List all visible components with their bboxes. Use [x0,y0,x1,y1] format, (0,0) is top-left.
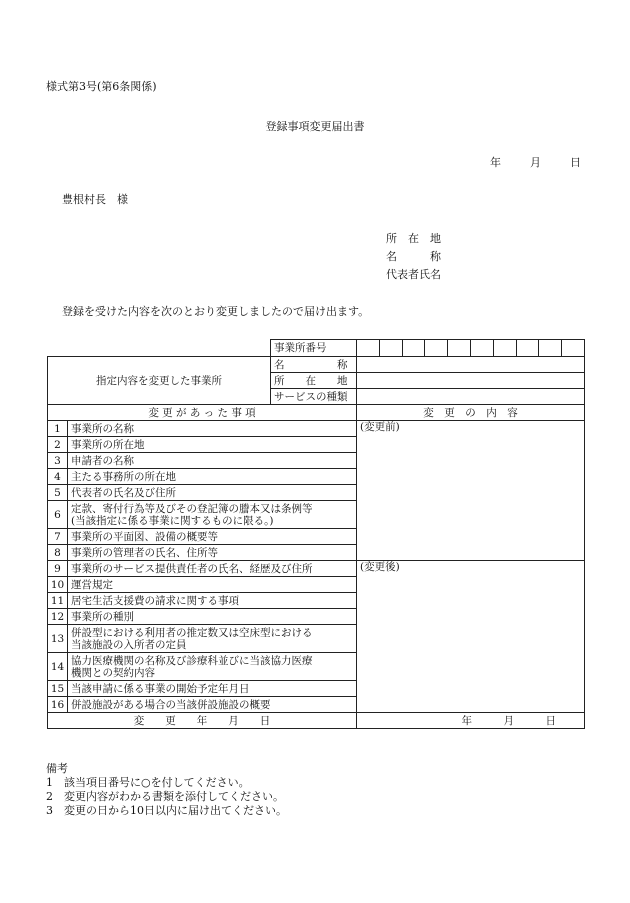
form-number: 様式第3号(第6条関係) [46,80,157,93]
item-number: 11 [48,593,68,609]
item-number: 4 [48,469,68,485]
office-address-label: 所 在 地 [271,373,357,389]
item-number: 7 [48,529,68,545]
before-change-label: (変更前) [360,421,400,433]
item-text: 併設施設がある場合の当該併設施設の概要 [68,697,357,713]
date-month-label: 月 [530,156,541,169]
item-text: 事業所のサービス提供責任者の氏名、経歴及び住所 [68,561,357,577]
item-text: 申請者の名称 [68,453,357,469]
item-number: 16 [48,697,68,713]
item-number: 5 [48,485,68,501]
item-text-line: 定款、寄付行為等及びその登記簿の謄本又は条例等 [71,502,313,515]
item-number: 14 [48,653,68,681]
item-text: 事業所の所在地 [68,437,357,453]
note-item: 2 変更内容がわかる書類を添付してください。 [46,790,284,803]
item-text: 運営規定 [68,577,357,593]
item-text: 事業所の名称 [68,421,357,437]
applicant-representative-label: 代表者氏名 [386,268,441,281]
item-text: 事業所の平面図、設備の概要等 [68,529,357,545]
office-name-label: 名 称 [271,357,357,373]
changed-office-label: 指定内容を変更した事業所 [48,357,271,405]
item-text [68,653,357,681]
date-year-label: 年 [490,156,501,169]
item-text-line: 機関との契約内容 [71,666,155,679]
change-content-header: 変 更 の 内 容 [357,405,585,421]
change-notification-table [47,339,585,729]
item-number: 1 [48,421,68,437]
note-item: 1 該当項目番号に○を付してください。 [46,776,250,789]
item-number: 13 [48,625,68,653]
service-type-field[interactable] [357,389,585,405]
item-text [68,625,357,653]
note-item: 3 変更の日から10日以内に届け出てください。 [46,804,287,817]
item-number: 9 [48,561,68,577]
item-text: 当該申請に係る事業の開始予定年月日 [68,681,357,697]
item-number: 10 [48,577,68,593]
item-text: 事業所の管理者の氏名、住所等 [68,545,357,561]
after-change-label: (変更後) [360,561,400,573]
notes-section [46,762,287,818]
intro-text: 登録を受けた内容を次のとおり変更しましたので届け出ます。 [62,305,370,318]
applicant-address-label: 所 在 地 [386,232,441,245]
changed-items-header: 変 更 が あ っ た 事 項 [48,405,357,421]
after-change-field[interactable] [357,561,585,713]
item-number: 3 [48,453,68,469]
change-date-field[interactable]: 年 月 日 [357,713,585,729]
applicant-name-label: 名 称 [386,250,441,263]
submission-date [490,156,581,170]
change-date-label: 変 更 年 月 日 [48,713,357,729]
office-name-field[interactable] [357,357,585,373]
item-number: 2 [48,437,68,453]
item-text: 居宅生活支援費の請求に関する事項 [68,593,357,609]
item-number: 12 [48,609,68,625]
item-text: 主たる事務所の所在地 [68,469,357,485]
item-text-line: 併設型における利用者の推定数又は空床型における [71,626,313,639]
office-address-field[interactable] [357,373,585,389]
item-text-line: 当該施設の入所者の定員 [71,638,187,651]
item-text [68,501,357,529]
addressee: 豊根村長 様 [62,193,128,206]
date-day-label: 日 [570,156,581,169]
item-number: 6 [48,501,68,529]
office-number-input[interactable] [357,340,585,357]
notes-heading: 備考 [46,762,68,775]
document-title: 登録事項変更届出書 [265,120,365,133]
office-number-label: 事業所番号 [271,340,357,357]
item-number: 15 [48,681,68,697]
item-text-line: (当該指定に係る事業に関するものに限る。) [71,514,274,527]
item-text-line: 協力医療機関の名称及び診療科並びに当該協力医療 [71,654,313,667]
service-type-label: サービスの種類 [271,389,357,405]
item-text: 代表者の氏名及び住所 [68,485,357,501]
item-text: 事業所の種別 [68,609,357,625]
before-change-field[interactable] [357,421,585,561]
item-number: 8 [48,545,68,561]
